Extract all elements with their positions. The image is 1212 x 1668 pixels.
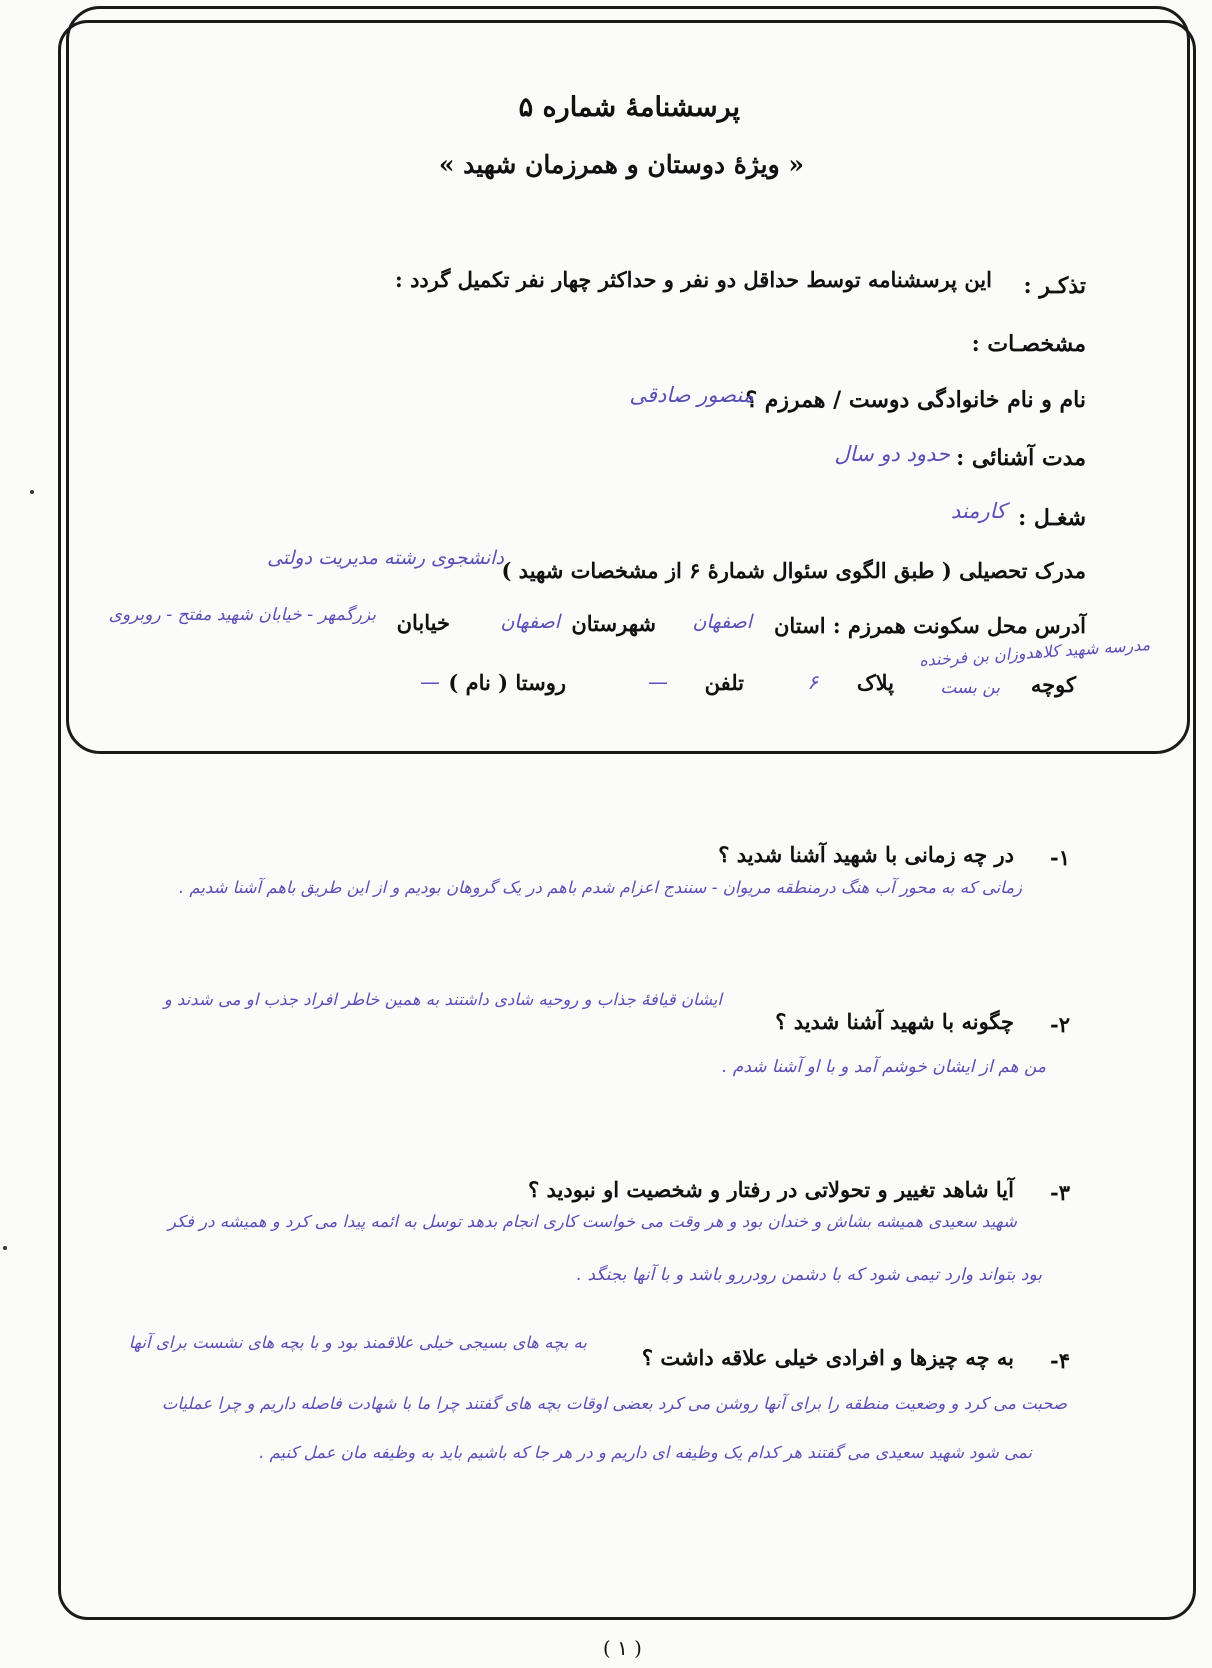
city-label: شهرستان (571, 611, 656, 636)
answer-line: زمانی که به محور آب هنگ درمنطقه مریوان - سنندج اعزام شدم باهم در یک گروهان بودیم و از این طریق باهم آشنا شدیم . (178, 878, 1022, 897)
plate-label: پلاک (856, 670, 894, 695)
question-number: ۳- (1050, 1180, 1070, 1205)
scan-speck (3, 1246, 7, 1250)
question-number: ۱- (1050, 845, 1070, 870)
address-label: آدرس محل سکونت همرزم : استان (773, 613, 1086, 638)
job-value: کارمند (950, 499, 1006, 523)
note-text: این پرسشنامه توسط حداقل دو نفر و حداکثر چهار نفر تکمیل گردد : (395, 267, 992, 292)
name-value: منصور صادقی (629, 383, 754, 407)
question-text: به چه چیزها و افرادی خیلی علاقه داشت ؟ (641, 1345, 1014, 1370)
page-subtitle: « ویژهٔ دوستان و همرزمان شهید » (438, 150, 804, 179)
page-number: ( ۱ ) (602, 1636, 642, 1660)
phone-label: تلفن (704, 670, 744, 695)
answer-line: شهید سعیدی همیشه بشاش و خندان بود و هر وقت می خواست کاری انجام بدهد توسل به ائمه پیدا می کرد و همیشه در فکر (167, 1212, 1017, 1231)
phone-value: — (648, 670, 668, 694)
question-text: در چه زمانی با شهید آشنا شدید ؟ (718, 842, 1014, 867)
answer-line: صحبت می کرد و وضعیت منطقه را برای آنها روشن می کرد بعضی اوقات بچه های گفتند چرا ما با شهادت فاصله داریم و چرا عملیات (161, 1394, 1067, 1413)
education-label: مدرک تحصیلی ( طبق الگوی سئوال شمارهٔ ۶ از مشخصات شهید ) (501, 558, 1086, 583)
question-text: آیا شاهد تغییر و تحولاتی در رفتار و شخصیت او نبودید ؟ (528, 1177, 1014, 1202)
question-text: چگونه با شهید آشنا شدید ؟ (775, 1009, 1014, 1034)
province-value: اصفهان (692, 611, 752, 633)
page-title: پرسشنامهٔ شماره ۵ (518, 92, 740, 123)
name-label: نام و نام خانوادگی دوست / همرزم ؟ (745, 387, 1086, 413)
duration-label: مدت آشنائی : (956, 445, 1086, 471)
duration-value: حدود دو سال (834, 442, 950, 466)
answer-line: بود بتواند وارد تیمی شود که با دشمن رودررو باشد و با آنها بجنگد . (576, 1265, 1042, 1285)
street-value: بزرگمهر - خیابان شهید مفتح - روبروی (108, 605, 376, 625)
job-label: شغـل : (1018, 505, 1086, 531)
street-extra: مدرسه شهید کلاهدوزان بن فرخنده (918, 634, 1151, 671)
village-label: روستا ( نام ) (448, 670, 566, 695)
specs-label: مشخصـات : (971, 331, 1086, 357)
question-number: ۲- (1050, 1012, 1070, 1037)
alley-value: بن بست (940, 678, 1000, 698)
city-value: اصفهان (500, 611, 560, 633)
note-label: تذکـر : (1023, 273, 1086, 299)
scan-speck (30, 490, 34, 494)
education-value: دانشجوی رشته مدیریت دولتی (267, 547, 504, 569)
answer-line: ایشان قیافهٔ جذاب و روحیه شادی داشتند به همین خاطر افراد جذب او می شدند و (163, 990, 722, 1009)
alley-label: کوچه (1030, 672, 1076, 697)
answer-line: به بچه های بسیجی خیلی علاقمند بود و با بچه های نشست برای آنها (128, 1333, 587, 1352)
question-number: ۴- (1050, 1348, 1070, 1373)
answer-line: من هم از ایشان خوشم آمد و با او آشنا شدم . (721, 1057, 1046, 1077)
answer-line: نمی شود شهید سعیدی می گفتند هر کدام یک وظیفه ای داریم و در هر جا که باشیم باید به وظیفه مان عمل کنیم . (259, 1443, 1032, 1462)
village-value: — (420, 670, 440, 694)
plate-value: ۶ (807, 670, 818, 694)
street-label: خیابان (396, 610, 450, 635)
